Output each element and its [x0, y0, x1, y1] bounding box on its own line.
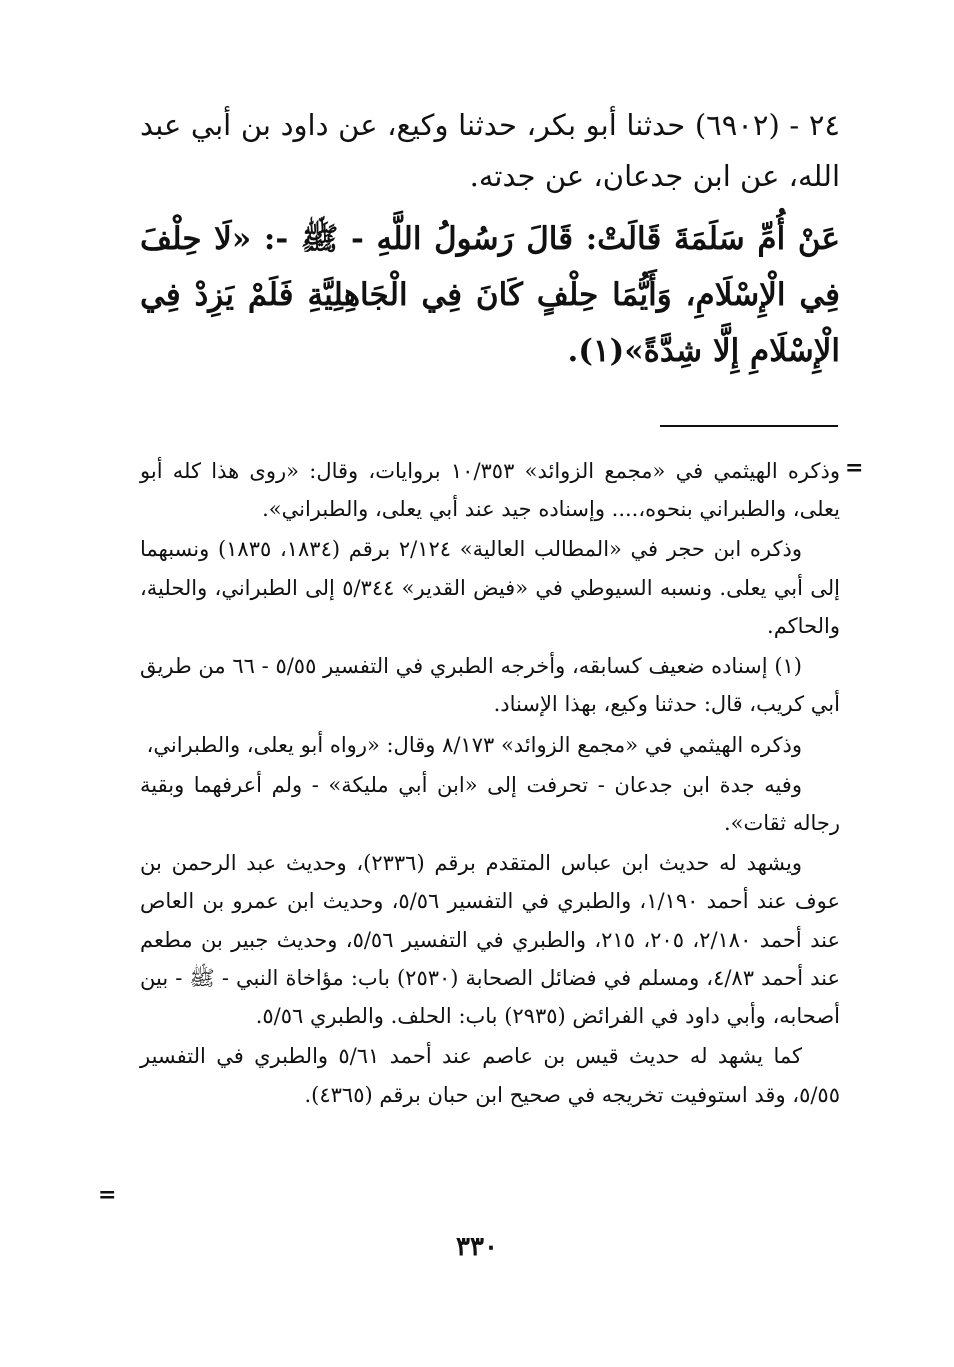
footnote-paragraph: وفيه جدة ابن جدعان - تحرفت إلى «ابن أبي مليكة» - ولم أعرفهما وبقية رجاله ثقات».	[140, 772, 840, 835]
continued-from-previous-marker: =	[845, 455, 864, 481]
footnote-paragraph: (١) إسناده ضعيف كسابقه، وأخرجه الطبري في التفسير ٥/٥٥ - ٦٦ من طريق أبي كريب، قال: حدثنا وكيع، بهذا الإسناد.	[140, 654, 840, 717]
footnote-separator	[660, 425, 838, 427]
page-number: ٣٣٠	[456, 1232, 498, 1262]
footnotes	[140, 452, 840, 1116]
footnote-paragraph: كما يشهد له حديث قيس بن عاصم عند أحمد ٥/٦١ والطبري في التفسير ٥/٥٥، وقد استوفيت تخريجه في صحيح ابن حبان برقم (٤٣٦٥).	[140, 1044, 840, 1107]
footnote-paragraph: وذكره الهيثمي في «مجمع الزوائد» ١٠/٣٥٣ بروايات، وقال: «روى هذا كله أبو يعلى، والطبراني بنحوه،.... وإسناده جيد عند أبي يعلى، والطبراني».	[140, 459, 840, 522]
footnote-paragraph: وذكره الهيثمي في «مجمع الزوائد» ٨/١٧٣ وقال: «رواه أبو يعلى، والطبراني،	[146, 732, 802, 757]
footnote-paragraph: وذكره ابن حجر في «المطالب العالية» ٢/١٢٤ برقم (١٨٣٤، ١٨٣٥) ونسبهما إلى أبي يعلى. ونسبه السيوطي في «فيض القدير» ٥/٣٤٤ إلى الطبراني، والحلية، والحاكم.	[140, 537, 840, 638]
hadith-isnad: ٢٤ - (٦٩٠٢) حدثنا أبو بكر، حدثنا وكيع، عن داود بن أبي عبد الله، عن ابن جدعان، عن جدته.	[140, 108, 840, 193]
continues-next-page-marker: =	[98, 1182, 117, 1208]
footnote-paragraph: ويشهد له حديث ابن عباس المتقدم برقم (٢٣٣٦)، وحديث عبد الرحمن بن عوف عند أحمد ١/١٩٠، والطبري في التفسير ٥/٥٦، وحديث ابن عمرو بن العاص عند أحمد ٢/١٨٠، ٢٠٥، ٢١٥، والطبري في التفسير ٥/٥٦، وحديث جبير بن مطعم عند أحمد ٤/٨٣، ومسلم في فضائل الصحابة (٢٥٣٠) باب: مؤاخاة النبي - ﷺ - بين أصحابه، وأبي داود في الفرائض (٢٩٣٥) باب: الحلف. والطبري ٥/٥٦.	[140, 851, 841, 1029]
hadith-matn: عَنْ أُمِّ سَلَمَةَ قَالَتْ: قَالَ رَسُولُ اللَّهِ - ﷺ -: «لَا حِلْفَ فِي الْإِسْلَامِ، وَأَيُّمَا حِلْفٍ كَانَ فِي الْجَاهِلِيَّةِ فَلَمْ يَزِدْ فِي الْإِسْلَامِ إِلَّا شِدَّةً»(١).	[140, 221, 840, 369]
